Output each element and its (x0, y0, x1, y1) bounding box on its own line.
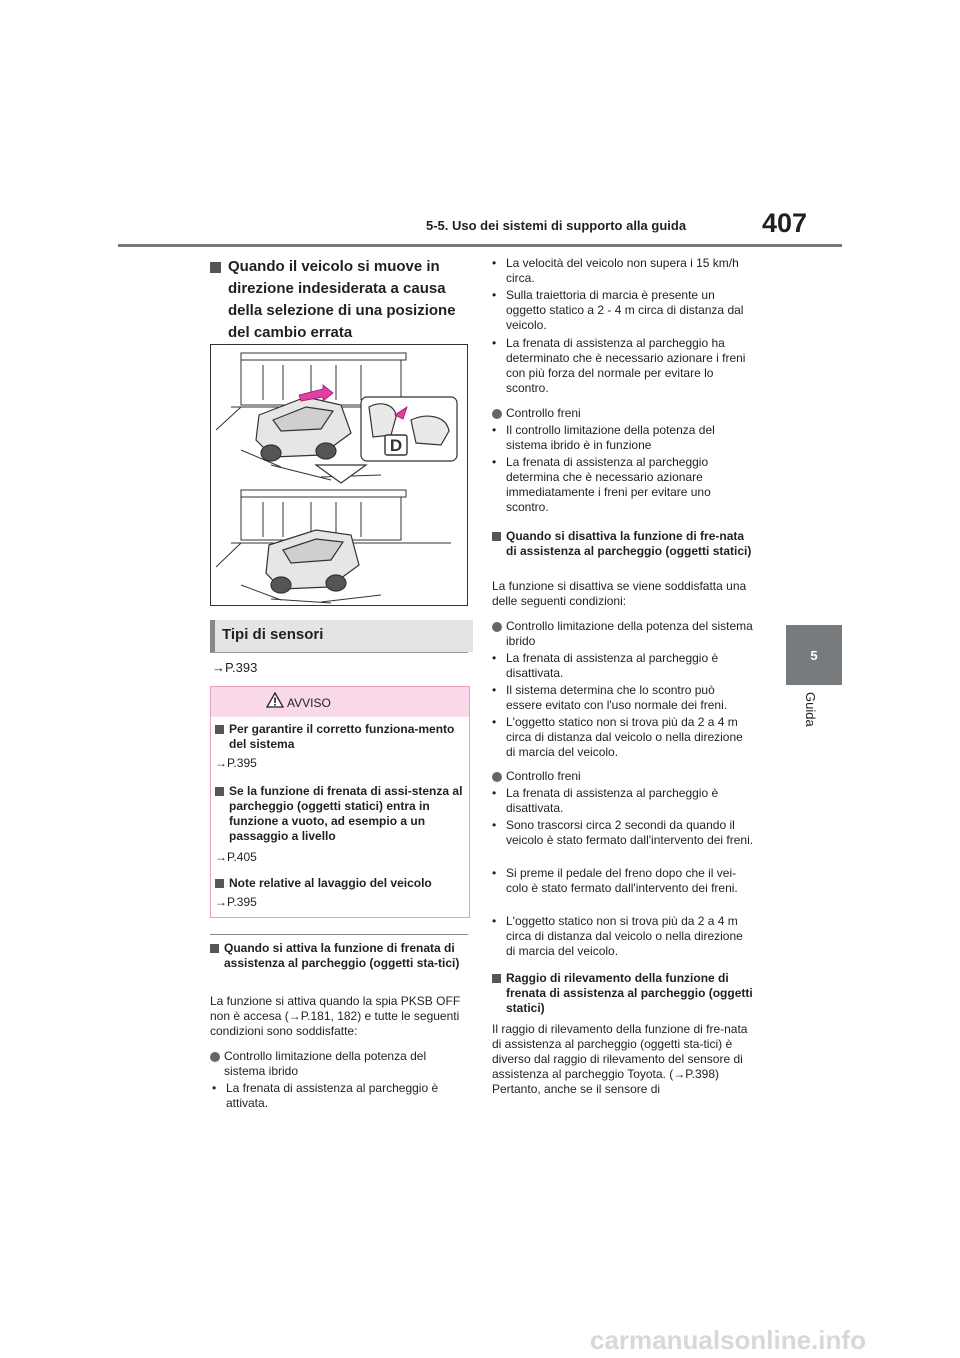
section-title: 5-5. Uso dei sistemi di supporto alla guida (426, 218, 687, 233)
page-number: 407 (762, 208, 808, 238)
warning-item: Note relative al lavaggio del veicolo (215, 876, 465, 891)
illustration (210, 344, 468, 606)
section-title-sensors: Tipi di sensori (222, 626, 324, 643)
square-bullet-icon (215, 725, 224, 734)
activation-heading: Quando si attiva la funzione di frenata di assistenza al parcheggio (oggetti sta-tici) (210, 941, 468, 971)
bullet-item: • Sono trascorsi circa 2 secondi da quando il veicolo è stato fermato dall'intervento dei freni. (492, 818, 754, 847)
band-rule (210, 652, 468, 653)
bullet-item: • La frenata di assistenza al parcheggio è attivata. (212, 1081, 439, 1110)
round-bullet-icon (492, 409, 502, 419)
round-bullet-icon (210, 1052, 220, 1062)
warning-triangle-icon (266, 692, 284, 708)
square-bullet-icon (210, 262, 221, 273)
section-rule (210, 934, 468, 935)
square-bullet-icon (492, 974, 501, 983)
range-paragraph: Il raggio di rilevamento della funzione di fre-nata di assistenza al parcheggio (oggetti sta-tici) è diverso dal raggio di rilevamento del sensore di assistenza al parcheggio Toyota. (→P.398) Pertanto, anche se il sensore di (492, 1022, 748, 1096)
page-reference[interactable]: →P.405 (215, 850, 257, 864)
warning-title: AVVISO (287, 696, 331, 710)
chapter-number: 5 (810, 647, 818, 663)
deactivation-heading: Quando si disattiva la funzione di fre-nata di assistenza al parcheggio (oggetti statici) (492, 529, 754, 559)
bullet-item: • La frenata di assistenza al parcheggio è disattivata. (492, 786, 719, 815)
bullet-item: • Il sistema determina che lo scontro può essere evitato con l'uso normale dei freni. (492, 683, 728, 712)
square-bullet-icon (215, 787, 224, 796)
bullet-item: • Si preme il pedale del freno dopo che il vei-colo è stato fermato dall'intervento dei freni. (492, 866, 738, 895)
warning-item: Per garantire il corretto funziona-mento del sistema (215, 722, 465, 752)
bullet-item: • La frenata di assistenza al parcheggio determina che è necessario azionare immediatamente i freni per evitare uno scontro. (492, 455, 711, 514)
watermark: carmanualsonline.info (590, 1325, 866, 1355)
bullet-item: • La velocità del veicolo non supera i 15 km/h circa. (492, 256, 739, 285)
bullet-item: • Sulla traiettoria di marcia è presente un oggetto statico a 2 - 4 m circa di distanza dal veicolo. (492, 288, 744, 332)
bullet-item: • Il controllo limitazione della potenza del sistema ibrido è in funzione (492, 423, 715, 452)
warning-header (211, 687, 469, 717)
activation-intro: La funzione si attiva quando la spia PKSB OFF non è accesa (→P.181, 182) e tutte le seguenti condizioni sono soddisfatte: (210, 994, 461, 1038)
round-bullet-icon (492, 772, 502, 782)
round-bullet-icon (492, 622, 502, 632)
condition-item: Controllo freni (492, 406, 754, 421)
chapter-tab (786, 625, 842, 685)
bullet-item: • L'oggetto statico non si trova più da 2 a 4 m circa di distanza dal veicolo o nella direzione di marcia del veicolo. (492, 914, 743, 958)
square-bullet-icon (215, 879, 224, 888)
condition-item: Controllo limitazione della potenza del sistema ibrido (210, 1049, 468, 1079)
header-rule (118, 244, 842, 247)
square-bullet-icon (210, 944, 219, 953)
warning-item: Se la funzione di frenata di assi-stenza al parcheggio (oggetti statici) entra in funzione a vuoto, ad esempio a un passaggio a livello (215, 784, 465, 844)
chapter-label: Guida (803, 692, 818, 727)
page-reference[interactable]: →P.395 (215, 756, 257, 770)
bullet-item: • L'oggetto statico non si trova più da 2 a 4 m circa di distanza dal veicolo o nella direzione di marcia del veicolo. (492, 715, 743, 759)
bullet-item: • La frenata di assistenza al parcheggio ha determinato che è necessario azionare i freni con più forza del normale per evitare lo scontro. (492, 336, 746, 395)
range-heading: Raggio di rilevamento della funzione di frenata di assistenza al parcheggio (oggetti statici) (492, 971, 754, 1016)
bullet-item: • La frenata di assistenza al parcheggio è disattivata. (492, 651, 719, 680)
car-gear-illustration (211, 345, 467, 605)
deactivation-intro: La funzione si disattiva se viene soddisfatta una delle seguenti condizioni: (492, 579, 747, 608)
condition-item: Controllo freni (492, 769, 754, 784)
main-heading: Quando il veicolo si muove in direzione indesiderata a causa della selezione di una posizione del cambio errata (210, 256, 472, 344)
gear-letter: D (389, 436, 403, 455)
page-reference[interactable]: →P.393 (212, 660, 258, 675)
page-reference[interactable]: →P.395 (215, 895, 257, 909)
square-bullet-icon (492, 532, 501, 541)
condition-item: Controllo limitazione della potenza del sistema ibrido (492, 619, 754, 649)
